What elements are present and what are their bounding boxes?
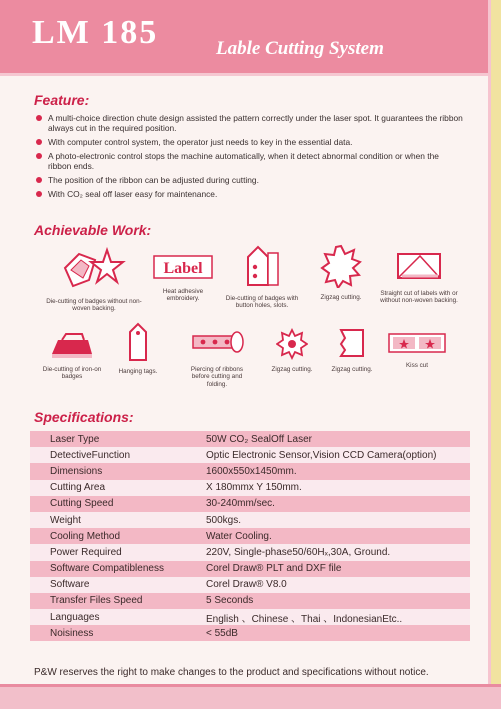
spec-value: X 180mmx Y 150mm. [204,480,470,496]
zigzag-tag-icon [337,326,367,360]
work-item-straight-cut [376,248,462,305]
spec-value: Water Cooling. [204,528,470,544]
work-item-heat-adhesive [148,252,218,303]
spec-value: 30-240mm/sec. [204,496,470,512]
spec-key: Languages [30,609,204,625]
badges-icon [59,246,129,292]
spec-key: Software Compatibleness [30,561,204,577]
spec-value: 50W CO₂ SealOff Laser [204,431,470,447]
work-caption: Die-cutting of badges with button holes, slots. [225,294,299,309]
table-row [30,577,470,593]
work-item-piercing [182,324,252,388]
kiss-cut-label-icon [387,330,447,356]
work-caption: Zigzag cutting. [271,365,313,373]
work-caption: Piercing of ribbons before cutting and folding. [190,365,244,388]
table-row [30,512,470,528]
work-caption: Die-cutting of iron-on badges [42,365,102,380]
straight-cut-label-icon [394,248,444,284]
label-art-text: Label [163,260,203,277]
table-row [30,625,470,641]
spec-key: Noisiness [30,625,204,641]
table-row [30,593,470,609]
work-item-kiss-cut [382,330,452,369]
work-item-zigzag-3 [322,326,382,373]
model-title: LM 185 [32,14,159,51]
table-row [30,496,470,512]
feature-list [34,113,464,203]
iron-icon [48,332,96,360]
label-embroidery-icon [152,252,214,282]
work-item-button-holes [220,243,304,310]
header-stripe [0,73,501,76]
work-item-badge-die-cut [46,246,142,313]
work-item-zigzag-1 [308,244,374,301]
spec-value: 1600x550x1450mm. [204,463,470,479]
spec-key: Transfer Files Speed [30,593,204,609]
spec-value: Corel Draw® PLT and DXF file [204,561,470,577]
hanging-tag-icon [124,322,152,362]
product-subtitle: Lable Cutting System [216,38,384,59]
work-caption: Zigzag cutting. [331,365,373,373]
work-caption: Straight cut of labels with or without non-woven backing. [380,289,458,304]
work-item-iron-on [40,332,104,381]
zigzag-flower-icon [276,328,308,360]
ribbon-piercing-icon [189,324,245,360]
zigzag-star-icon [320,244,362,288]
achievable-heading: Achievable Work: [34,222,152,238]
spec-value: 5 Seconds [204,593,470,609]
specifications-table [30,431,470,641]
spec-value: English 、Chinese 、Thai 、IndonesianEtc.. [204,609,470,625]
spec-value: Optic Electronic Sensor,Vision CCD Camera(option) [204,447,470,463]
work-caption: Hanging tags. [118,367,158,375]
footer-note: P&W reserves the right to make changes to the product and specifications without notice. [34,667,429,678]
spec-key: Dimensions [30,463,204,479]
spec-key: Software [30,577,204,593]
feature-item: A photo-electronic control stops the machine automatically, when it detect abnormal condition or when the ribbon ends. [34,151,464,171]
right-edge-band [491,0,501,709]
table-row [30,463,470,479]
spec-key: Weight [30,512,204,528]
feature-item: With computer control system, the operator just needs to key in the essential data. [34,137,464,147]
feature-item: With CO₂ seal off laser easy for maintenance. [34,189,464,199]
work-item-zigzag-2 [262,328,322,373]
work-caption: Die-cutting of badges without non-woven backing. [46,297,142,312]
footer-band [0,684,501,709]
work-caption: Kiss cut [405,361,429,369]
table-row [30,528,470,544]
table-row [30,609,470,625]
table-row [30,431,470,447]
spec-value: 500kgs. [204,512,470,528]
spec-value: 220V, Single-phase50/60Hₓ,30A, Ground. [204,544,470,560]
work-caption: Heat adhesive embroidery. [162,287,204,302]
feature-heading: Feature: [34,92,90,108]
header-banner [0,0,501,75]
spec-value: < 55dB [204,625,470,641]
spec-key: DetectiveFunction [30,447,204,463]
button-hole-tag-icon [242,243,282,289]
spec-key: Cutting Area [30,480,204,496]
specifications-heading: Specifications: [34,409,134,425]
footer-band-line [0,684,501,687]
table-row [30,447,470,463]
table-row [30,561,470,577]
spec-key: Power Required [30,544,204,560]
work-item-hanging-tags [112,322,164,375]
table-row [30,544,470,560]
work-caption: Zigzag cutting. [320,293,362,301]
spec-value: Corel Draw® V8.0 [204,577,470,593]
feature-item: The position of the ribbon can be adjusted during cutting. [34,175,464,185]
table-row [30,480,470,496]
feature-item: A multi-choice direction chute design assisted the pattern correctly under the laser spot. It guarantees the ribbon always cut in the required position. [34,113,464,133]
spec-key: Cooling Method [30,528,204,544]
spec-key: Cutting Speed [30,496,204,512]
spec-key: Laser Type [30,431,204,447]
